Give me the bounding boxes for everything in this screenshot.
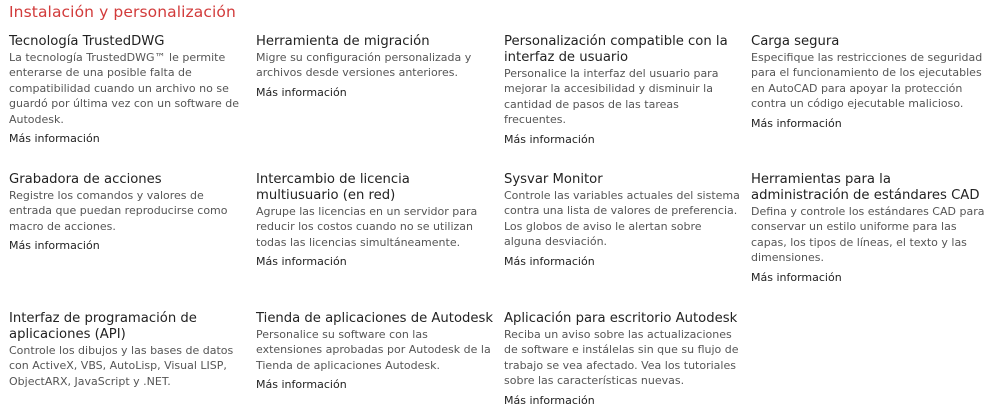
feature-title: Sysvar Monitor <box>504 172 603 187</box>
feature-card-migration-tool <box>256 34 494 100</box>
feature-title: Tienda de aplicaciones de Autodesk <box>256 311 494 326</box>
feature-card-trusteddwg <box>9 34 247 146</box>
feature-title: Personalización compatible con la interfaz de usuario <box>504 34 728 65</box>
feature-card-desktop-app <box>504 311 742 408</box>
feature-card-cad-standards <box>751 172 989 285</box>
more-info-link[interactable]: Más información <box>9 132 100 146</box>
more-info-link[interactable]: Más información <box>256 85 347 99</box>
feature-card-ui-customization <box>504 34 742 147</box>
page-title: Instalación y personalización <box>9 3 236 21</box>
more-info-link[interactable]: Más información <box>504 254 595 268</box>
more-info-link[interactable]: Más información <box>751 270 842 284</box>
feature-description: Personalice su software con las extensiones aprobadas por Autodesk de la Tienda de aplicaciones Autodesk. <box>256 328 491 372</box>
feature-title: Herramienta de migración <box>256 34 430 49</box>
more-info-link[interactable]: Más información <box>256 255 347 269</box>
feature-card-network-license <box>256 172 494 270</box>
feature-description: Registre los comandos y valores de entrada que puedan reproducirse como macro de acciones. <box>9 189 228 233</box>
feature-title: Tecnología TrustedDWG <box>9 34 165 49</box>
more-info-link[interactable]: Más información <box>9 239 100 253</box>
feature-description: Controle los dibujos y las bases de datos con ActiveX, VBS, AutoLisp, Visual LISP, ObjectARX, JavaScript y .NET. <box>9 344 234 388</box>
feature-card-sysvar-monitor <box>504 172 742 269</box>
feature-card-secure-load <box>751 34 989 131</box>
more-info-link[interactable]: Más información <box>256 378 347 392</box>
feature-description: Agrupe las licencias en un servidor para reducir los costos cuando no se utilizan todas las licencias simultáneamente. <box>256 205 478 249</box>
feature-title: Herramientas para la administración de estándares CAD <box>751 172 980 203</box>
feature-description: Especifique las restricciones de seguridad para el funcionamiento de los ejecutables en AutoCAD para apoyar la protección contra un código ejecutable malicioso. <box>751 51 983 111</box>
feature-title: Interfaz de programación de aplicaciones (API) <box>9 311 197 342</box>
more-info-link[interactable]: Más información <box>751 116 842 130</box>
more-info-link[interactable]: Más información <box>504 132 595 146</box>
feature-title: Carga segura <box>751 34 840 49</box>
feature-title: Aplicación para escritorio Autodesk <box>504 311 738 326</box>
feature-card-app-store <box>256 311 494 393</box>
feature-description: Reciba un aviso sobre las actualizaciones de software e instálelas sin que su flujo de trabajo se vea afectado. Vea los tutoriales sobre las características nuevas. <box>504 328 739 388</box>
more-info-link[interactable]: Más información <box>504 393 595 407</box>
feature-description: La tecnología TrustedDWG™ le permite enterarse de una posible falta de compatibilidad cuando un archivo no se guardó por última vez con un software de Autodesk. <box>9 51 240 126</box>
feature-description: Controle las variables actuales del sistema contra una lista de valores de preferencia. Los globos de aviso le alertan sobre alguna desviación. <box>504 189 740 249</box>
feature-title: Intercambio de licencia multiusuario (en red) <box>256 172 410 203</box>
feature-description: Migre su configuración personalizada y archivos desde versiones anteriores. <box>256 51 472 80</box>
feature-title: Grabadora de acciones <box>9 172 162 187</box>
feature-description: Defina y controle los estándares CAD para conservar un estilo uniforme para las capas, los tipos de líneas, el texto y las dimensiones. <box>751 205 985 265</box>
feature-card-action-recorder <box>9 172 247 254</box>
feature-card-api <box>9 311 247 389</box>
feature-description: Personalice la interfaz del usuario para mejorar la accesibilidad y disminuir la cantidad de pasos de las tareas frecuentes. <box>504 67 719 127</box>
